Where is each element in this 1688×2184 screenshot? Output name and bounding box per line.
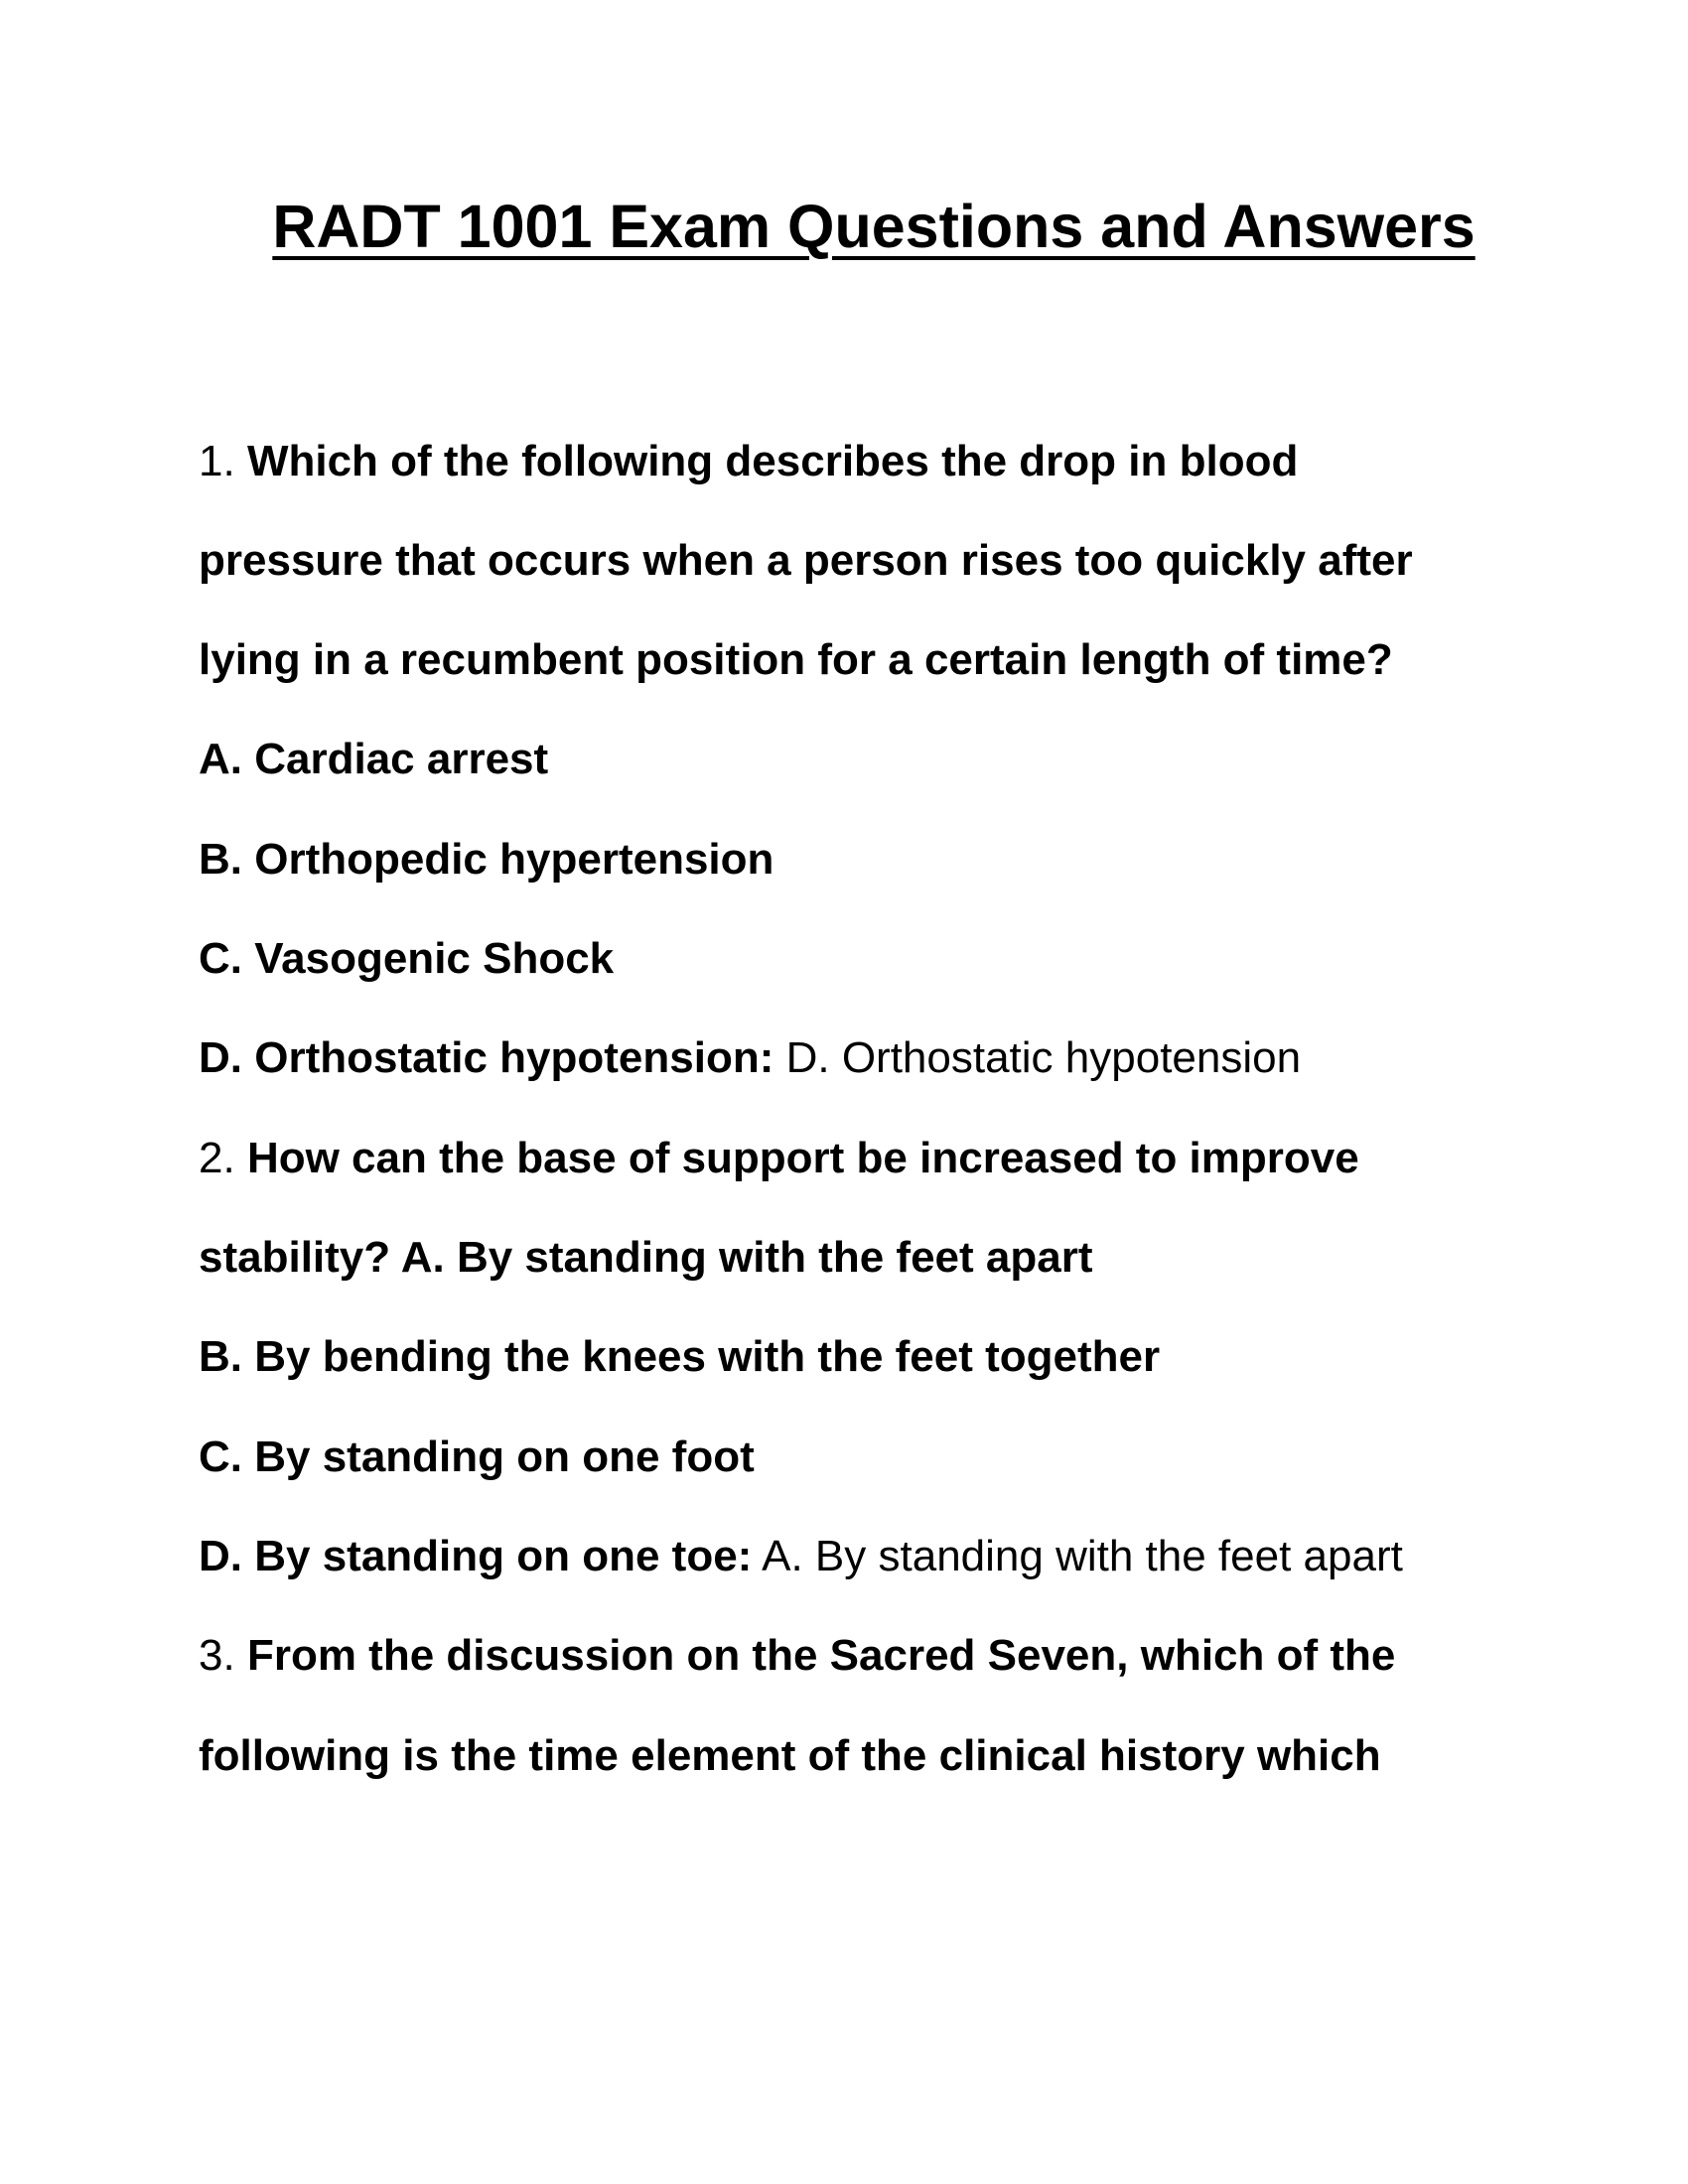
question-1-text: Which of the following describes the drop in blood	[246, 437, 1299, 485]
question-2-option-c: C. By standing on one foot	[199, 1433, 755, 1481]
question-3-line-1	[199, 1631, 1396, 1680]
question-2-option-b: B. By bending the knees with the feet together	[199, 1332, 1161, 1381]
question-1-line-3: lying in a recumbent position for a certain length of time?	[199, 635, 1393, 684]
question-2-line-2: stability? A. By standing with the feet apart	[199, 1233, 1093, 1282]
question-1-line-2: pressure that occurs when a person rises too quickly after	[199, 536, 1413, 585]
question-1-line-1	[199, 437, 1299, 485]
question-3-line-2: following is the time element of the clinical history which	[199, 1731, 1381, 1780]
question-2-line-1	[199, 1134, 1359, 1182]
question-1-option-b: B. Orthopedic hypertension	[199, 835, 774, 884]
question-1-number: 1.	[199, 437, 235, 485]
question-1-answer: D. Orthostatic hypotension	[785, 1033, 1302, 1082]
question-1-option-d-label: D. Orthostatic hypotension:	[199, 1033, 774, 1082]
question-3-number: 3.	[199, 1631, 235, 1680]
page-title: RADT 1001 Exam Questions and Answers	[272, 193, 1476, 260]
question-1-option-c: C. Vasogenic Shock	[199, 934, 615, 983]
question-2-option-d-label: D. By standing on one toe:	[199, 1532, 753, 1580]
question-1-option-a: A. Cardiac arrest	[199, 735, 549, 783]
question-2-number: 2.	[199, 1134, 235, 1182]
question-2-answer: A. By standing with the feet apart	[762, 1532, 1403, 1580]
question-2-option-d	[199, 1532, 1403, 1580]
question-1-option-d	[199, 1033, 1302, 1082]
question-3-text: From the discussion on the Sacred Seven, which of the	[246, 1631, 1396, 1680]
question-2-text: How can the base of support be increased to improve	[246, 1134, 1359, 1182]
